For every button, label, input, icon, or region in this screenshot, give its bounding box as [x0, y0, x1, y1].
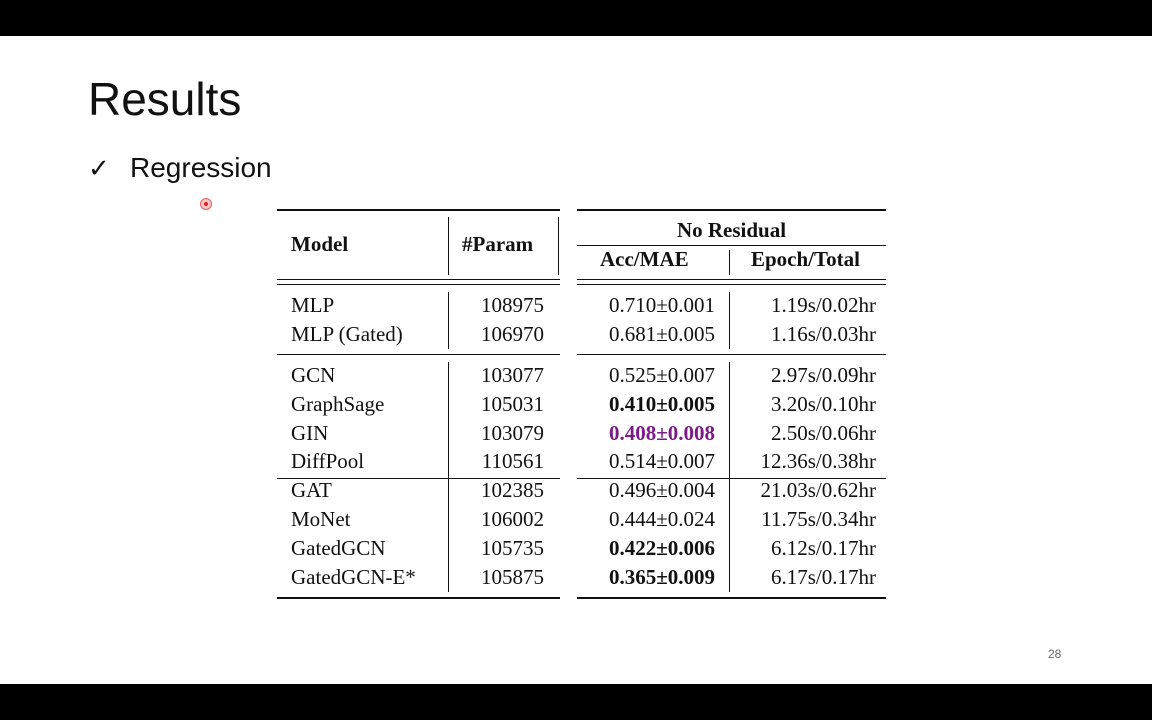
vsep-header-2 — [558, 217, 559, 275]
cell-epoch: 2.50s/0.06hr — [771, 421, 876, 445]
rule-top-left — [277, 209, 560, 211]
cell-param: 103079 — [481, 421, 544, 445]
cell-model: DiffPool — [291, 449, 365, 473]
rule-group — [577, 245, 886, 246]
bullet-text: Regression — [130, 152, 272, 183]
cell-param: 108975 — [481, 293, 544, 317]
rule-group-1-right — [577, 354, 886, 355]
vsep-header-3 — [729, 250, 730, 275]
cell-model: GIN — [291, 421, 329, 445]
cell-acc: 0.514±0.007 — [608, 449, 715, 473]
cell-model: GCN — [291, 363, 336, 387]
cell-epoch: 21.03s/0.62hr — [760, 478, 876, 502]
cell-param: 106002 — [481, 507, 544, 531]
cell-epoch: 12.36s/0.38hr — [760, 449, 876, 473]
rule-bottom-right — [577, 597, 886, 599]
cell-acc: 0.408±0.008 — [608, 421, 715, 445]
cell-model: GraphSage — [291, 392, 385, 416]
rule-header-a-left — [277, 279, 560, 280]
cell-model: MoNet — [291, 507, 351, 531]
cell-acc: 0.710±0.001 — [608, 293, 715, 317]
vsep-header-1 — [448, 217, 449, 275]
cell-acc: 0.525±0.007 — [608, 363, 715, 387]
cell-epoch: 1.19s/0.02hr — [771, 293, 876, 317]
header-model: Model — [291, 232, 349, 256]
rule-bottom-left — [277, 597, 560, 599]
cell-acc: 0.410±0.005 — [608, 392, 715, 416]
bullet-item — [88, 152, 272, 184]
cell-param: 106970 — [481, 322, 544, 346]
page-number: 28 — [1048, 647, 1062, 661]
check-icon: ✓ — [88, 152, 110, 183]
slide-title: Results — [88, 73, 242, 125]
rule-header-b-right — [577, 284, 886, 285]
cell-param: 105875 — [481, 565, 544, 589]
cell-param: 102385 — [481, 478, 544, 502]
header-group-no-residual: No Residual — [676, 218, 787, 242]
slide — [0, 36, 1152, 684]
header-epoch: Epoch/Total — [751, 247, 860, 271]
cell-acc: 0.496±0.004 — [608, 478, 715, 502]
cell-epoch: 6.12s/0.17hr — [771, 536, 876, 560]
laser-pointer-icon — [200, 198, 212, 210]
cell-acc: 0.444±0.024 — [608, 507, 715, 531]
cell-acc: 0.681±0.005 — [608, 322, 715, 346]
cell-model: MLP — [291, 293, 335, 317]
cell-model: GAT — [291, 478, 332, 502]
rule-group-1-left — [277, 354, 560, 355]
cell-param: 105031 — [481, 392, 544, 416]
cell-model: GatedGCN — [291, 536, 386, 560]
cell-epoch: 2.97s/0.09hr — [771, 363, 876, 387]
cell-epoch: 1.16s/0.03hr — [771, 322, 876, 346]
cell-epoch: 11.75s/0.34hr — [761, 507, 876, 531]
cell-param: 110561 — [481, 449, 544, 473]
header-acc: Acc/MAE — [600, 247, 689, 271]
rule-header-a-right — [577, 279, 886, 280]
cell-acc: 0.365±0.009 — [608, 565, 715, 589]
cell-acc: 0.422±0.006 — [608, 536, 715, 560]
cell-param: 105735 — [481, 536, 544, 560]
header-param: #Param — [462, 232, 534, 256]
cell-model: MLP (Gated) — [291, 322, 403, 346]
cell-epoch: 3.20s/0.10hr — [771, 392, 876, 416]
rule-top-right — [577, 209, 886, 211]
cell-model: GatedGCN-E* — [291, 565, 416, 589]
rule-header-b-left — [277, 284, 560, 285]
cell-param: 103077 — [481, 363, 544, 387]
cell-epoch: 6.17s/0.17hr — [771, 565, 876, 589]
